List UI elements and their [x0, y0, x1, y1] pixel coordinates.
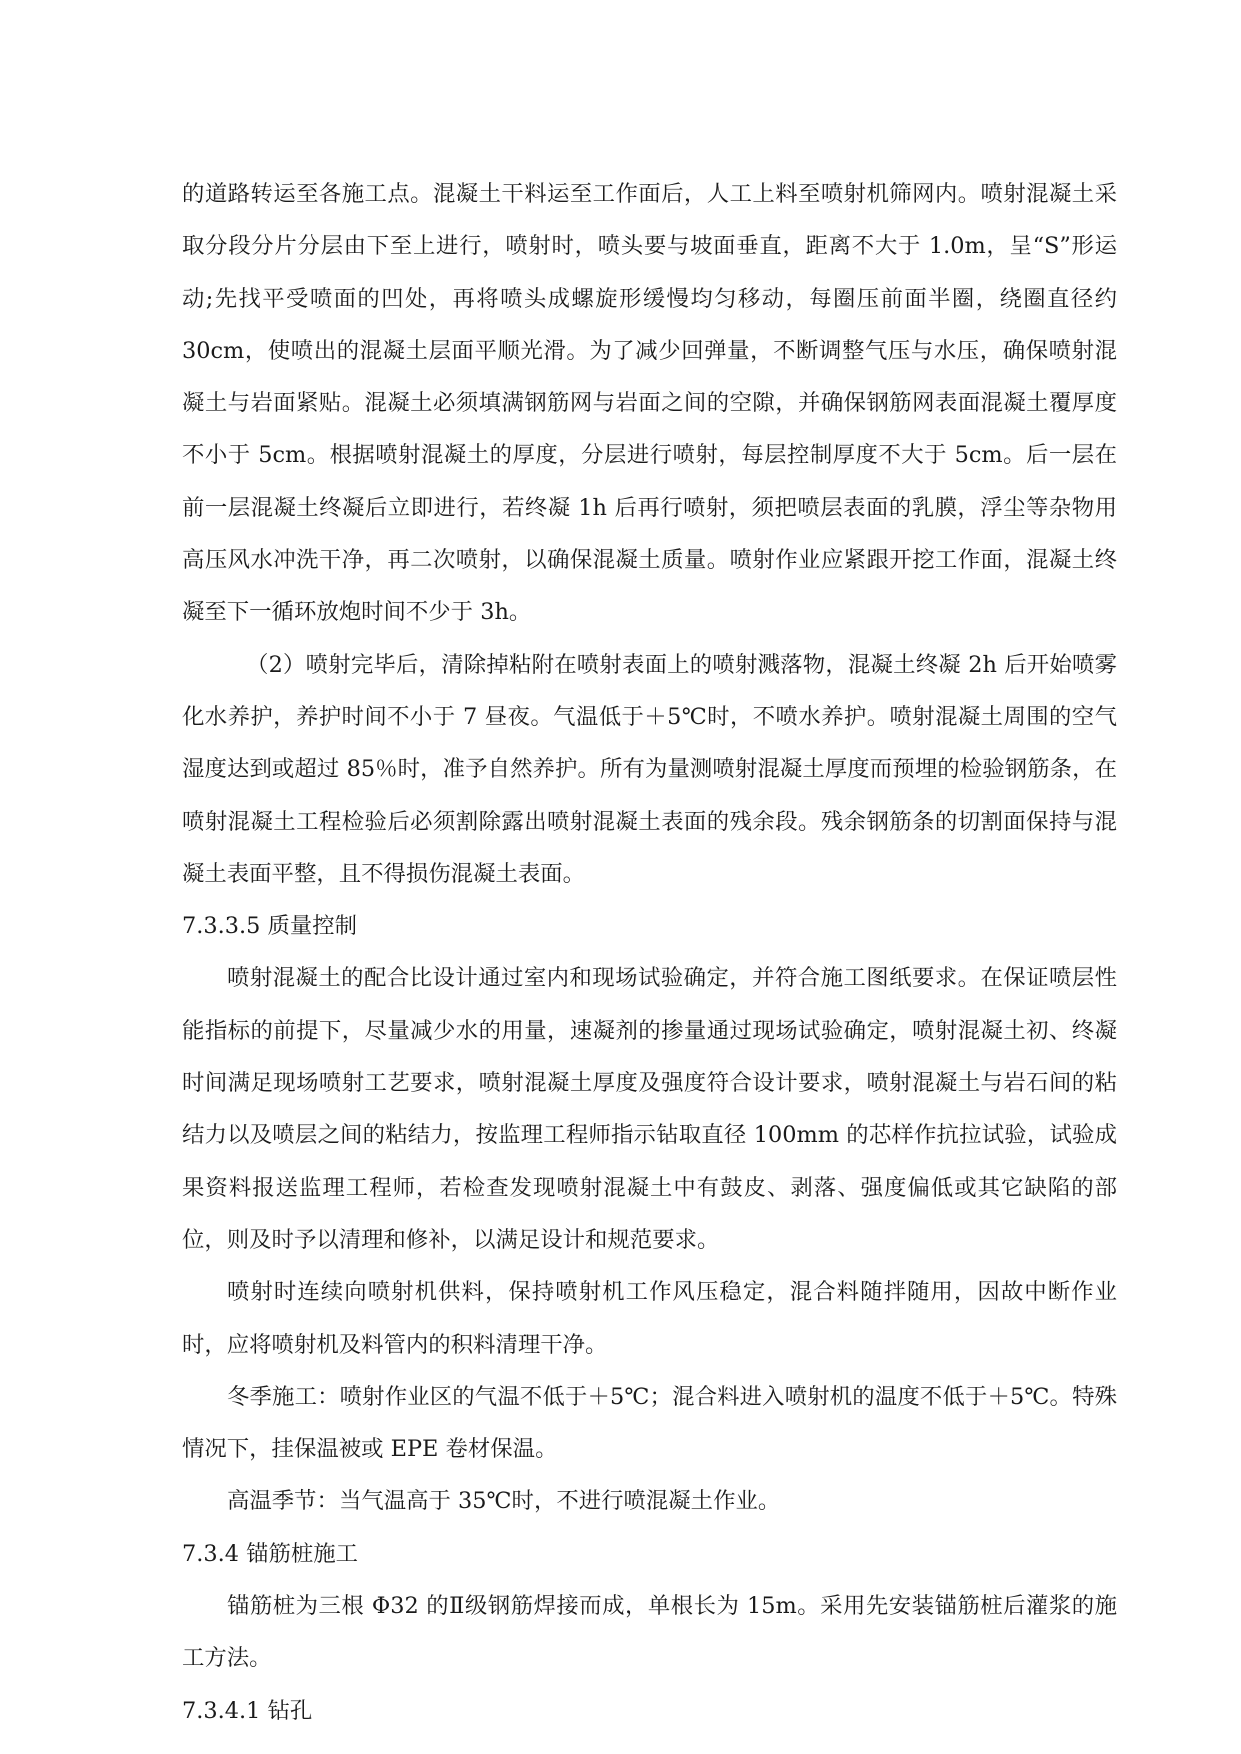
paragraph-winter-construction: 冬季施工：喷射作业区的气温不低于＋5℃；混合料进入喷射机的温度不低于＋5℃。特殊情况下，挂保温被或 EPE 卷材保温。: [182, 1383, 1117, 1463]
section-heading-drilling: 7.3.4.1 钻孔: [182, 1697, 313, 1724]
paragraph-shotcrete-procedure: 的道路转运至各施工点。混凝土干料运至工作面后，人工上料至喷射机筛网内。喷射混凝土采取分段分片分层由下至上进行，喷射时，喷头要与坡面垂直，距离不大于 1.0m，呈“S”形运动;先找平受喷面的凹处，再将喷头成螺旋形缓慢均匀移动，每圈压前面半圈，绕圈直径约 30cm，使喷出的混凝土层面平顺光滑。为了减少回弹量，不断调整气压与水压，确保喷射混凝土与岩面紧贴。混凝土必须填满钢筋网与岩面之间的空隙，并确保钢筋网表面混凝土覆厚度不小于 5cm。根据喷射混凝土的厚度，分层进行喷射，每层控制厚度不大于 5cm。后一层在前一层混凝土终凝后立即进行，若终凝 1h 后再行喷射，须把喷层表面的乳膜，浮尘等杂物用高压风水冲洗干净，再二次喷射，以确保混凝土质量。喷射作业应紧跟开挖工作面，混凝土终凝至下一循环放炮时间不少于 3h。: [182, 181, 1117, 626]
paragraph-curing: （2）喷射完毕后，清除掉粘附在喷射表面上的喷射溅落物，混凝土终凝 2h 后开始喷雾化水养护，养护时间不小于 7 昼夜。气温低于＋5℃时，不喷水养护。喷射混凝土周围的空气湿度达到或超过 85％时，准予自然养护。所有为量测喷射混凝土厚度而预埋的检验钢筋条，在喷射混凝土工程检验后必须割除露出喷射混凝土表面的残余段。残余钢筋条的切割面保持与混凝土表面平整，且不得损伤混凝土表面。: [182, 651, 1117, 887]
document-body: [182, 168, 1117, 1737]
paragraph-anchor-pile-description: 锚筋桩为三根 Φ32 的Ⅱ级钢筋焊接而成，单根长为 15m。采用先安装锚筋桩后灌浆的施工方法。: [182, 1593, 1117, 1672]
paragraph-hot-season: 高温季节：当气温高于 35℃时，不进行喷混凝土作业。: [227, 1488, 781, 1515]
section-heading-quality-control: 7.3.3.5 质量控制: [182, 913, 358, 940]
paragraph-continuous-feed: 喷射时连续向喷射机供料，保持喷射机工作风压稳定，混合料随拌随用，因故中断作业时，应将喷射机及料管内的积料清理干净。: [182, 1279, 1117, 1358]
paragraph-mix-design: 喷射混凝土的配合比设计通过室内和现场试验确定，并符合施工图纸要求。在保证喷层性能指标的前提下，尽量减少水的用量，速凝剂的掺量通过现场试验确定，喷射混凝土初、终凝时间满足现场喷射工艺要求，喷射混凝土厚度及强度符合设计要求，喷射混凝土与岩石间的粘结力以及喷层之间的粘结力，按监理工程师指示钻取直径 100mm 的芯样作抗拉试验，试验成果资料报送监理工程师，若检查发现喷射混凝土中有鼓皮、剥落、强度偏低或其它缺陷的部位，则及时予以清理和修补，以满足设计和规范要求。: [182, 965, 1117, 1253]
section-heading-anchor-pile: 7.3.4 锚筋桩施工: [182, 1540, 359, 1567]
